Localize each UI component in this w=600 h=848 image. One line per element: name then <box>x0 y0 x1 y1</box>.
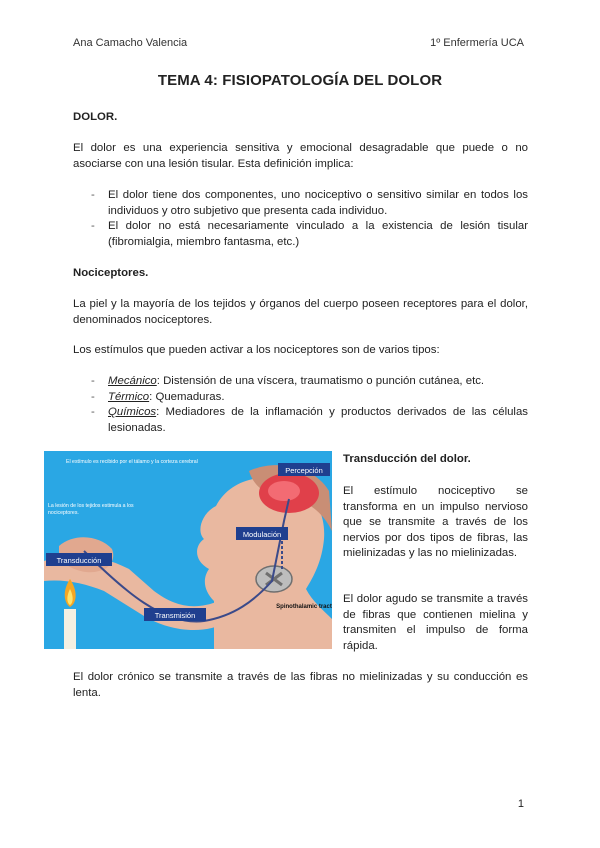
list-item: - El dolor no está necesariamente vinculado a la existencia de lesión tisular (fibromialgia, miembro fantasma, etc.) <box>73 219 528 250</box>
stimulus-type-desc: : Distensión de una víscera, traumatismo o punción cutánea, etc. <box>156 375 485 387</box>
paragraph-nociceptores-2: Los estímulos que pueden activar a los nociceptores son de varios tipos: <box>73 344 440 356</box>
stimulus-type-desc: : Quemaduras. <box>149 390 225 403</box>
label-transmision: Transmisión <box>154 611 196 620</box>
caption-left-container <box>48 503 138 533</box>
list-item <box>73 405 528 436</box>
list-stimulus-types <box>73 374 528 436</box>
label-percepcion: Percepción <box>285 466 323 475</box>
paragraph-transduccion-2: El dolor agudo se transmite a través de fibras que contienen mielina y transmiten el impulso de forma rápida. <box>343 593 528 652</box>
header-course: 1º Enfermería UCA <box>430 37 524 49</box>
section-heading-transduccion: Transducción del dolor. <box>343 453 471 465</box>
list-item <box>73 390 528 406</box>
section-heading-nociceptores: Nociceptores. <box>73 267 149 279</box>
label-modulacion: Modulación <box>242 530 282 539</box>
pain-pathway-illustration <box>44 451 332 649</box>
stimulus-type-name: Térmico <box>108 390 150 403</box>
header-author: Ana Camacho Valencia <box>73 37 188 49</box>
page-title: TEMA 4: FISIOPATOLOGÍA DEL DOLOR <box>157 72 443 89</box>
paragraph-dolor: El dolor es una experiencia sensitiva y emocional desagradable que puede o no asociarse con una lesión tisular. Esta definición implica: <box>73 142 528 170</box>
list-dolor <box>73 188 528 250</box>
paragraph-transduccion-3: El dolor crónico se transmite a través de las fibras no mielinizadas y su conducción es lenta. <box>73 671 528 699</box>
list-item: - El dolor tiene dos componentes, uno nociceptivo o sensitivo similar en todos los individuos y otro subjetivo que presenta cada individuo. <box>73 188 528 219</box>
caption-left: La lesión de los tejidos estimula a los nociceptores. <box>48 503 134 516</box>
stimulus-type-name: Químicos <box>108 406 157 418</box>
brain-highlight <box>268 481 300 501</box>
stimulus-type-desc: : Mediadores de la inflamación y productos derivados de las células lesionadas. <box>108 406 528 434</box>
paragraph-nociceptores-1: La piel y la mayoría de los tejidos y órganos del cuerpo poseen receptores para el dolor, denominados nociceptores. <box>73 298 528 326</box>
stimulus-type-name: Mecánico <box>108 375 157 387</box>
section-heading-dolor: DOLOR. <box>73 111 118 123</box>
page-number: 1 <box>517 798 524 810</box>
label-transduccion: Transducción <box>56 556 102 565</box>
candle-shape <box>64 609 76 649</box>
list-item <box>73 374 528 390</box>
caption-top: El estímulo es recibido por el tálamo y la corteza cerebral <box>66 459 198 465</box>
pain-pathway-svg <box>44 451 332 649</box>
paragraph-transduccion-1: El estímulo nociceptivo se transforma en un impulso nervioso que se transmite a través de los nervios por dos tipos de fibras, las mielinizadas y las no mielinizadas. <box>343 485 528 559</box>
label-spinothalamic-tract: Spinothalamic tract <box>276 604 332 610</box>
